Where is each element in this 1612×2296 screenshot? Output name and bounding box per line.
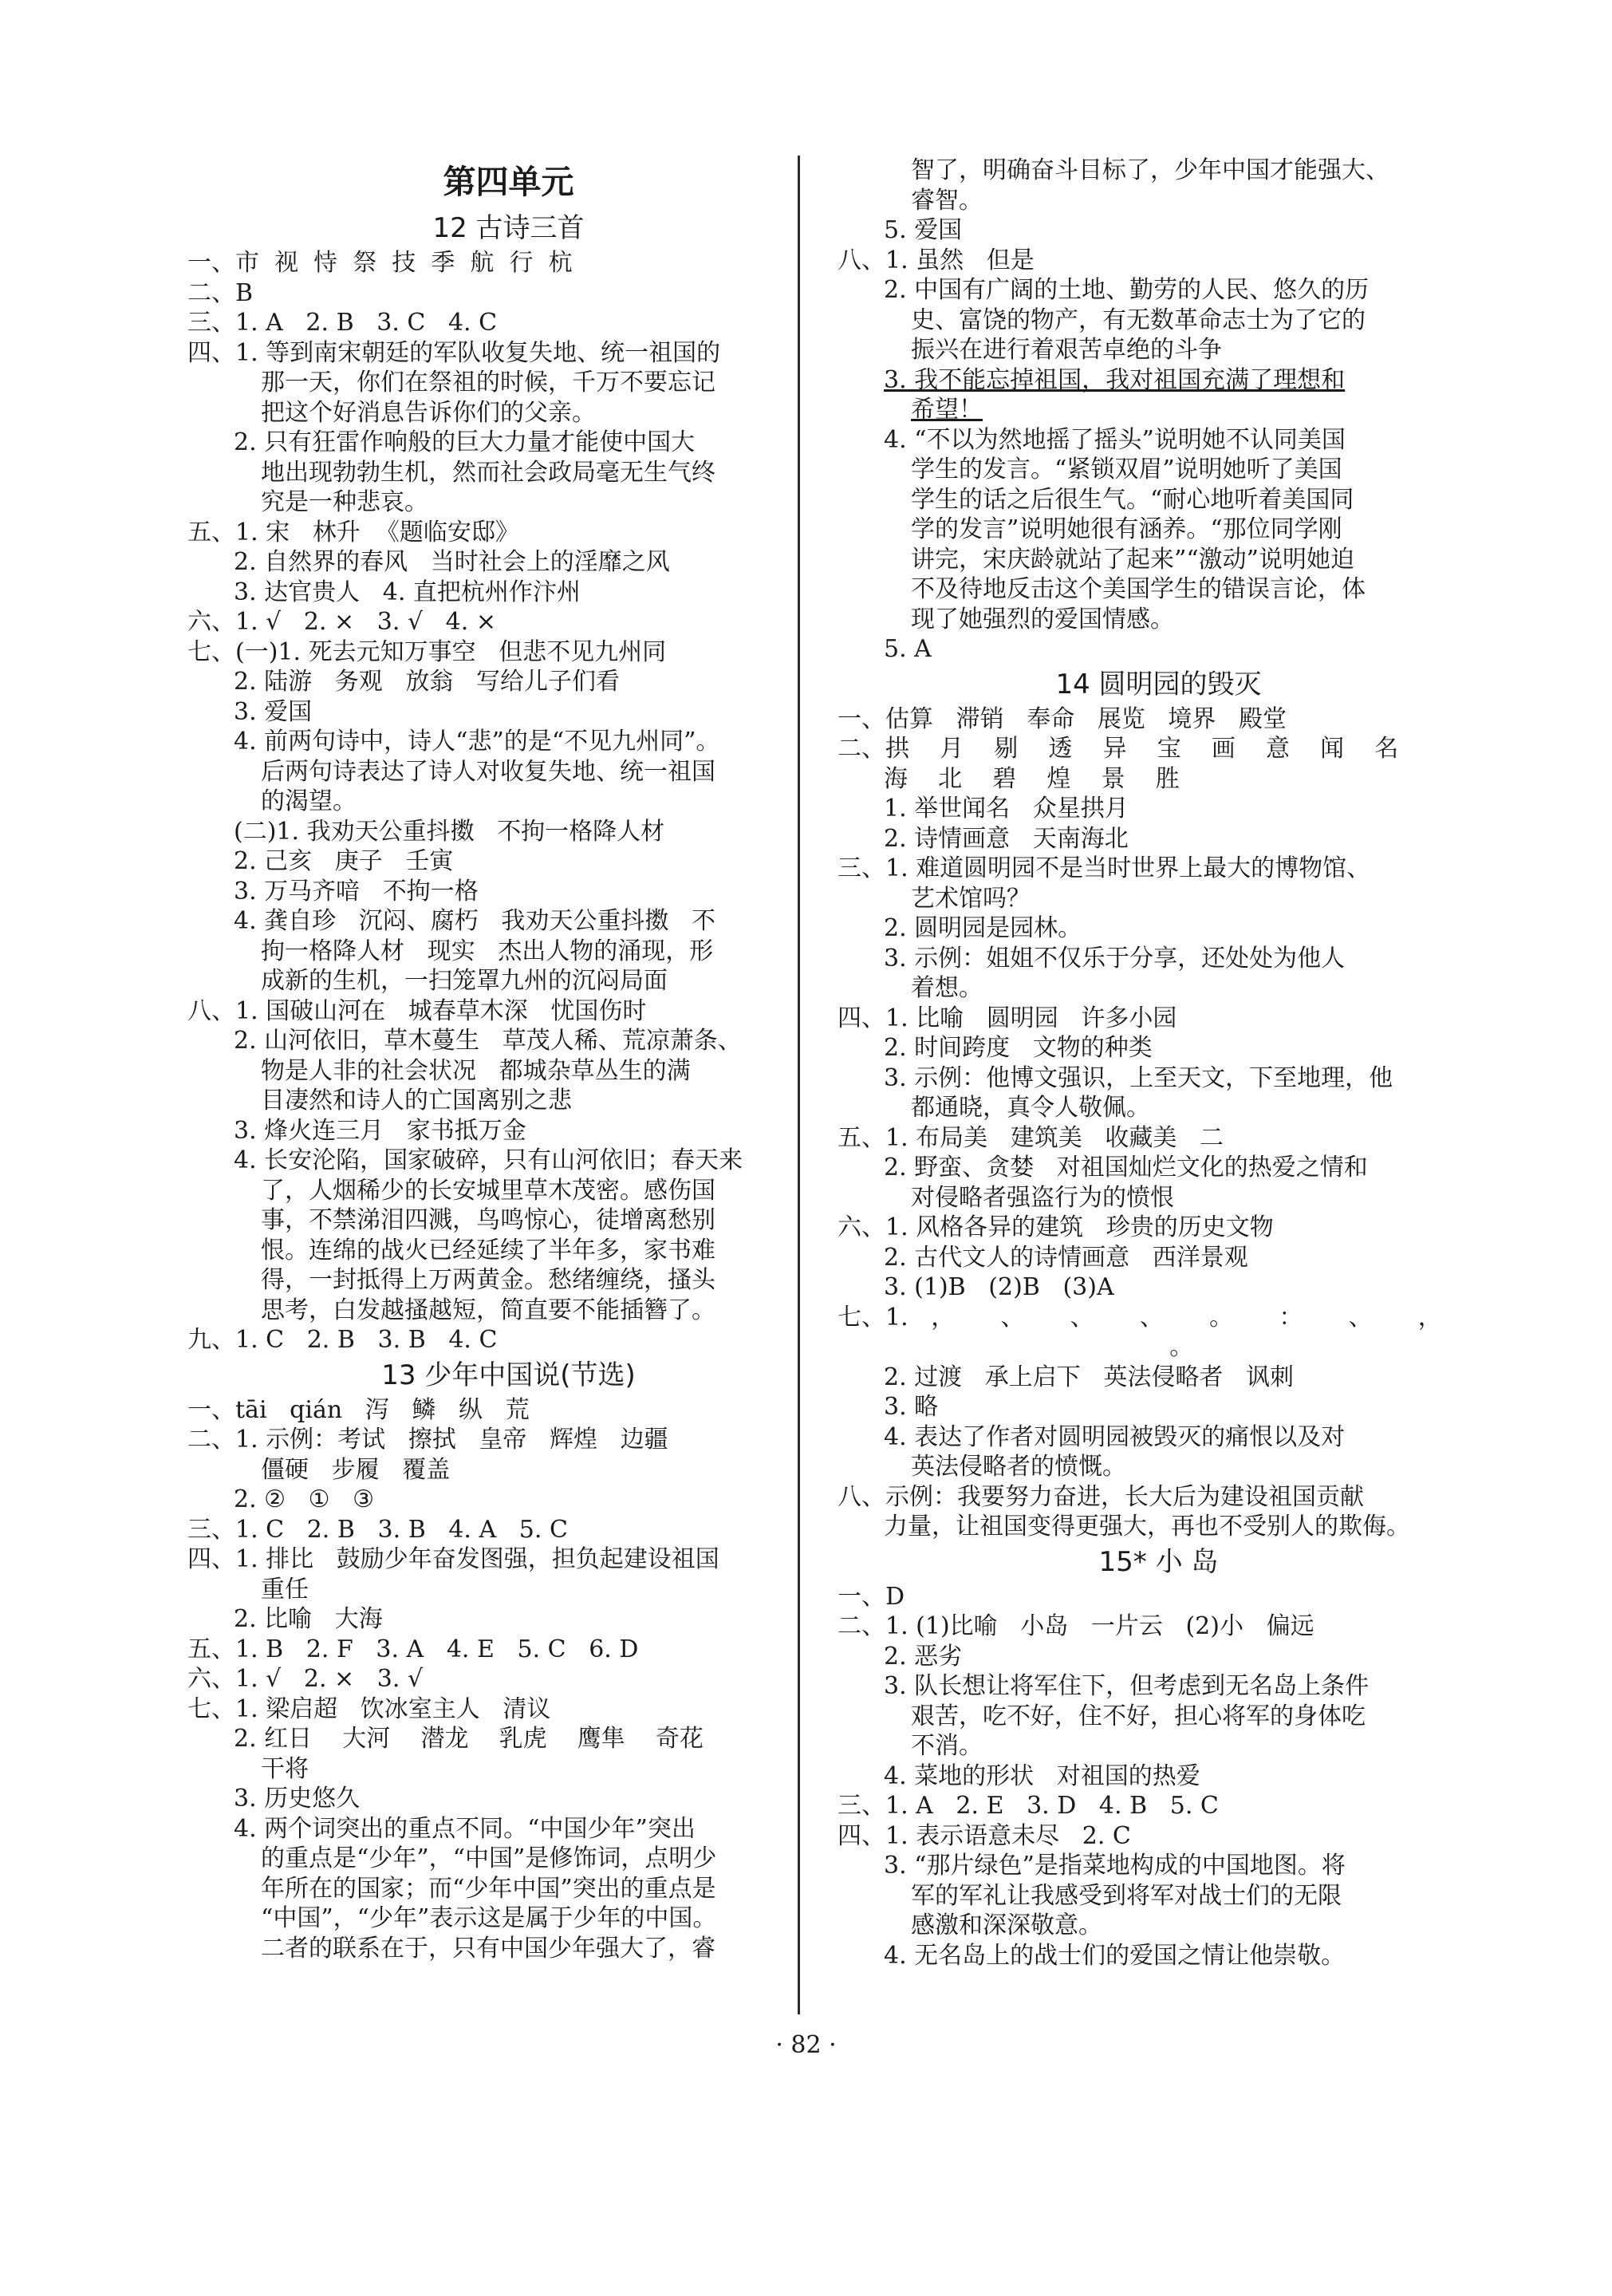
answer-line: 2. 山河依旧，草木蔓生 草茂人稀、荒凉萧条、 [234, 1027, 742, 1055]
answer-line: 3. 万马齐喑 不拘一格 [234, 877, 479, 905]
answer-line: 2. 自然界的春风 当时社会上的淫靡之风 [234, 548, 670, 576]
answer-line: 海 北 碧 煌 景 胜 [884, 764, 1180, 793]
answer-line: 物是人非的社会状况 都城杂草丛生的满 [261, 1056, 691, 1085]
answer-line: 不及待地反击这个美国学生的错误言论，体 [911, 575, 1366, 603]
answer-line: 一、估算 滞销 奉命 展览 境界 殿堂 [838, 704, 1287, 733]
answer-line: 4. 龚自珍 沉闷、腐朽 我劝天公重抖擞 不 [234, 907, 715, 935]
answer-line: 学生的发言。“紧锁双眉”说明她听了美国 [911, 456, 1342, 483]
answer-line: 3. 我不能忘掉祖国，我对祖国充满了理想和 [884, 365, 1346, 394]
answer-line: 一、tāi qián 泻 鳞 纵 荒 [187, 1395, 530, 1424]
answer-line: 2. 红日 大河 潜龙 乳虎 鹰隼 奇花 [234, 1725, 704, 1753]
answer-line: 二、拱 月 剔 透 异 宝 画 意 闻 名 [838, 735, 1399, 763]
answer-line: 三、1. C 2. B 3. B 4. A 5. C [187, 1515, 568, 1544]
answer-line: 七、1. ， 、 、 、 。 ： 、 ， [838, 1303, 1442, 1331]
answer-line: 现了她强烈的爱国情感。 [911, 605, 1174, 633]
answer-line: 5. A [884, 635, 932, 663]
answer-line: 3. “那片绿色”是指菜地构成的中国地图。将 [884, 1852, 1346, 1880]
answer-line: 学的发言”说明她很有涵养。“那位同学刚 [911, 515, 1342, 543]
answer-line: 英法侵略者的愤慨。 [911, 1453, 1126, 1481]
answer-line: 把这个好消息告诉你们的父亲。 [261, 398, 596, 427]
answer-line: 一、市 视 恃 祭 技 季 航 行 杭 [187, 249, 573, 277]
answer-line: 3. 历史悠久 [234, 1785, 361, 1813]
answer-line: 四、1. 比喻 圆明园 许多小园 [838, 1004, 1177, 1032]
answer-line: 3. 示例：他博文强识，上至天文，下至地理，他 [884, 1063, 1393, 1092]
answer-line: 3. 示例：姐姐不仅乐于分享，还处处为他人 [884, 944, 1346, 972]
answer-line: 3. 烽火连三月 家书抵万金 [234, 1116, 526, 1145]
answer-line: 4. 长安沦陷，国家破碎，只有山河依旧；春天来 [234, 1146, 743, 1174]
answer-line: 艰苦，吃不好，住不好，担心将军的身体吃 [911, 1702, 1366, 1730]
left-column [187, 156, 782, 1963]
answer-line: 四、1. 等到南宋朝廷的军队收复失地、统一祖国的 [187, 338, 721, 367]
answer-line: 五、1. 布局美 建筑美 收藏美 二 [838, 1123, 1224, 1152]
answer-line: 2. 比喻 大海 [234, 1605, 383, 1633]
answer-line: 3. (1)B (2)B (3)A [884, 1273, 1114, 1301]
answer-line: 讲完，宋庆龄就站了起来”“激动”说明她迫 [911, 545, 1355, 574]
answer-line: 二、B [187, 278, 254, 307]
answer-line: 4. 无名岛上的战士们的爱国之情让他崇敬。 [884, 1941, 1346, 1970]
answer-line: 九、1. C 2. B 3. B 4. C [187, 1326, 498, 1354]
answer-line: 八、示例：我要努力奋进，长大后为建设祖国贡献 [838, 1482, 1364, 1511]
answer-line: 史、富饶的物产，有无数革命志士为了它的 [911, 306, 1366, 334]
answer-line: “中国”，“少年”表示这是属于少年的中国。 [261, 1904, 717, 1932]
answer-line: 成新的生机，一扫笼罩九州的沉闷局面 [261, 967, 668, 995]
answer-line: (二)1. 我劝天公重抖擞 不拘一格降人材 [234, 817, 665, 846]
answer-line: 学生的话之后很生气。“耐心地听着美国同 [911, 485, 1354, 514]
answer-line: 2. 野蛮、贪婪 对祖国灿烂文化的热爱之情和 [884, 1154, 1368, 1182]
answer-line: 后两句诗表达了诗人对收复失地、统一祖国 [261, 757, 715, 786]
answer-line: 3. 爱国 [234, 697, 313, 726]
answer-line: 智了，明确奋斗目标了，少年中国才能强大、 [911, 156, 1389, 184]
answer-line: 2. 诗情画意 天南海北 [884, 824, 1129, 853]
answer-line: 2. ② ① ③ [234, 1485, 375, 1513]
answer-line: 不消。 [911, 1732, 983, 1760]
answer-line: 2. 中国有广阔的土地、勤劳的人民、悠久的历 [884, 276, 1370, 304]
answer-line: 5. 爱国 [884, 216, 963, 244]
answer-line: 六、1. 风格各异的建筑 珍贵的历史文物 [838, 1213, 1274, 1241]
answer-line: 三、1. A 2. B 3. C 4. C [187, 309, 498, 337]
answer-line: 2. 陆游 务观 放翁 写给儿子们看 [234, 668, 620, 696]
answer-line: 六、1. √ 2. × 3. √ 4. × [187, 608, 496, 636]
section-title: 14 圆明园的毁灭 [1055, 668, 1262, 700]
answer-line: 2. 过渡 承上启下 英法侵略者 讽刺 [884, 1363, 1294, 1391]
answer-line: 2. 己亥 庚子 壬寅 [234, 847, 454, 875]
answer-line: 3. 达官贵人 4. 直把杭州作汴州 [234, 578, 581, 606]
answer-line: 重任 [261, 1575, 309, 1604]
answer-line: 3. 队长想让将军住下，但考虑到无名岛上条件 [884, 1672, 1370, 1700]
answer-line: 4. 菜地的形状 对祖国的热爱 [884, 1761, 1200, 1790]
answer-line: 1. 举世闻名 众星拱月 [884, 795, 1129, 823]
answer-line: 着想。 [911, 974, 983, 1002]
answer-line: 睿智。 [911, 186, 983, 215]
answer-line: 六、1. √ 2. × 3. √ [187, 1665, 424, 1693]
column-divider [798, 156, 800, 2014]
answer-line: 究是一种悲哀。 [261, 488, 428, 516]
answer-line: 4. “不以为然地摇了摇头”说明她不认同美国 [884, 425, 1346, 454]
section-title: 12 古诗三首 [432, 212, 585, 244]
answer-line: 2. 时间跨度 文物的种类 [884, 1034, 1153, 1062]
answer-line: 感激和深深敬意。 [911, 1911, 1102, 1939]
answer-line: 地出现勃勃生机，然而社会政局毫无生气终 [261, 458, 715, 487]
answer-line: 八、1. 虽然 但是 [838, 246, 1035, 274]
answer-line: 的重点是“少年”，“中国”是修饰词，点明少 [261, 1844, 717, 1872]
answer-line: 对侵略者强盗行为的愤恨 [911, 1183, 1174, 1212]
answer-line: 4. 两个词突出的重点不同。“中国少年”突出 [234, 1814, 696, 1843]
answer-line: 了，人烟稀少的长安城里草木茂密。感伤国 [261, 1176, 715, 1205]
answer-line: 恨。连绵的战火已经延续了半年多，家书难 [261, 1236, 715, 1264]
answer-line: 四、1. 排比 鼓励少年奋发图强，担负起建设祖国 [187, 1545, 719, 1573]
answer-line: 军的军礼让我感受到将军对战士们的无限 [911, 1881, 1342, 1910]
page-number: · 82 · [775, 2031, 837, 2059]
answer-line: 七、(一)1. 死去元知万事空 但悲不见九州同 [187, 637, 667, 666]
answer-line: 二者的联系在于，只有中国少年强大了，睿 [261, 1934, 715, 1963]
answer-line: 希望！ [911, 396, 983, 424]
answer-line: 的渴望。 [261, 787, 357, 815]
answer-line: 艺术馆吗？ [911, 884, 1031, 913]
answer-line: 振兴在进行着艰苦卓绝的斗争 [911, 336, 1222, 364]
answer-line: 思考，白发越搔越短，简直要不能插簪了。 [261, 1296, 715, 1324]
answer-line: 事，不禁涕泪四溅，鸟鸣惊心，徒增离愁别 [261, 1206, 715, 1234]
section-title: 15* 小 岛 [1098, 1545, 1219, 1578]
answer-line: 。 [911, 1333, 1194, 1361]
answer-line: 五、1. 宋 林升 《题临安邸》 [187, 518, 519, 546]
answer-line: 八、1. 国破山河在 城春草木深 忧国伤时 [187, 996, 647, 1025]
answer-line: 二、1. (1)比喻 小岛 一片云 (2)小 偏远 [838, 1612, 1314, 1640]
answer-line: 4. 前两句诗中，诗人“悲”的是“不见九州同”。 [234, 728, 720, 755]
answer-line: 目凄然和诗人的亡国离别之悲 [261, 1087, 572, 1114]
answer-line: 2. 圆明园是园林。 [884, 914, 1082, 942]
answer-line: 二、1. 示例：考试 擦拭 皇帝 辉煌 边疆 [187, 1426, 668, 1454]
answer-line: 拘一格降人材 现实 杰出人物的涌现，形 [261, 937, 714, 965]
answer-line: 三、1. 难道圆明园不是当时世界上最大的博物馆、 [838, 854, 1371, 882]
answer-line: 3. 略 [884, 1393, 939, 1421]
answer-line: 力量，让祖国变得更强大，再也不受别人的欺侮。 [884, 1513, 1410, 1541]
unit-title: 第四单元 [443, 163, 574, 201]
answer-line: 年所在的国家；而“少年中国”突出的重点是 [261, 1874, 716, 1903]
answer-line: 2. 恶劣 [884, 1642, 963, 1671]
answer-line: 三、1. A 2. E 3. D 4. B 5. C [838, 1792, 1219, 1820]
answer-line: 四、1. 表示语意未尽 2. C [838, 1821, 1131, 1850]
section-title: 13 少年中国说(节选) [381, 1359, 636, 1391]
answer-line: 得，一封抵得上万两黄金。愁绪缠绕，搔头 [261, 1266, 715, 1294]
answer-line: 僵硬 步履 覆盖 [261, 1455, 451, 1484]
answer-line: 那一天，你们在祭祖的时候，千万不要忘记 [261, 369, 715, 396]
answer-line: 4. 表达了作者对圆明园被毁灭的痛恨以及对 [884, 1422, 1346, 1451]
answer-line: 2. 古代文人的诗情画意 西洋景观 [884, 1243, 1248, 1272]
answer-line: 干将 [261, 1754, 309, 1783]
answer-line: 七、1. 梁启超 饮冰室主人 清议 [187, 1694, 551, 1723]
answer-line: 一、D [838, 1582, 905, 1611]
answer-line: 五、1. B 2. F 3. A 4. E 5. C 6. D [187, 1635, 639, 1663]
answer-line: 2. 只有狂雷作响般的巨大力量才能使中国大 [234, 428, 696, 456]
answer-line: 都通晓，真令人敬佩。 [911, 1094, 1150, 1122]
right-column [838, 156, 1442, 1971]
